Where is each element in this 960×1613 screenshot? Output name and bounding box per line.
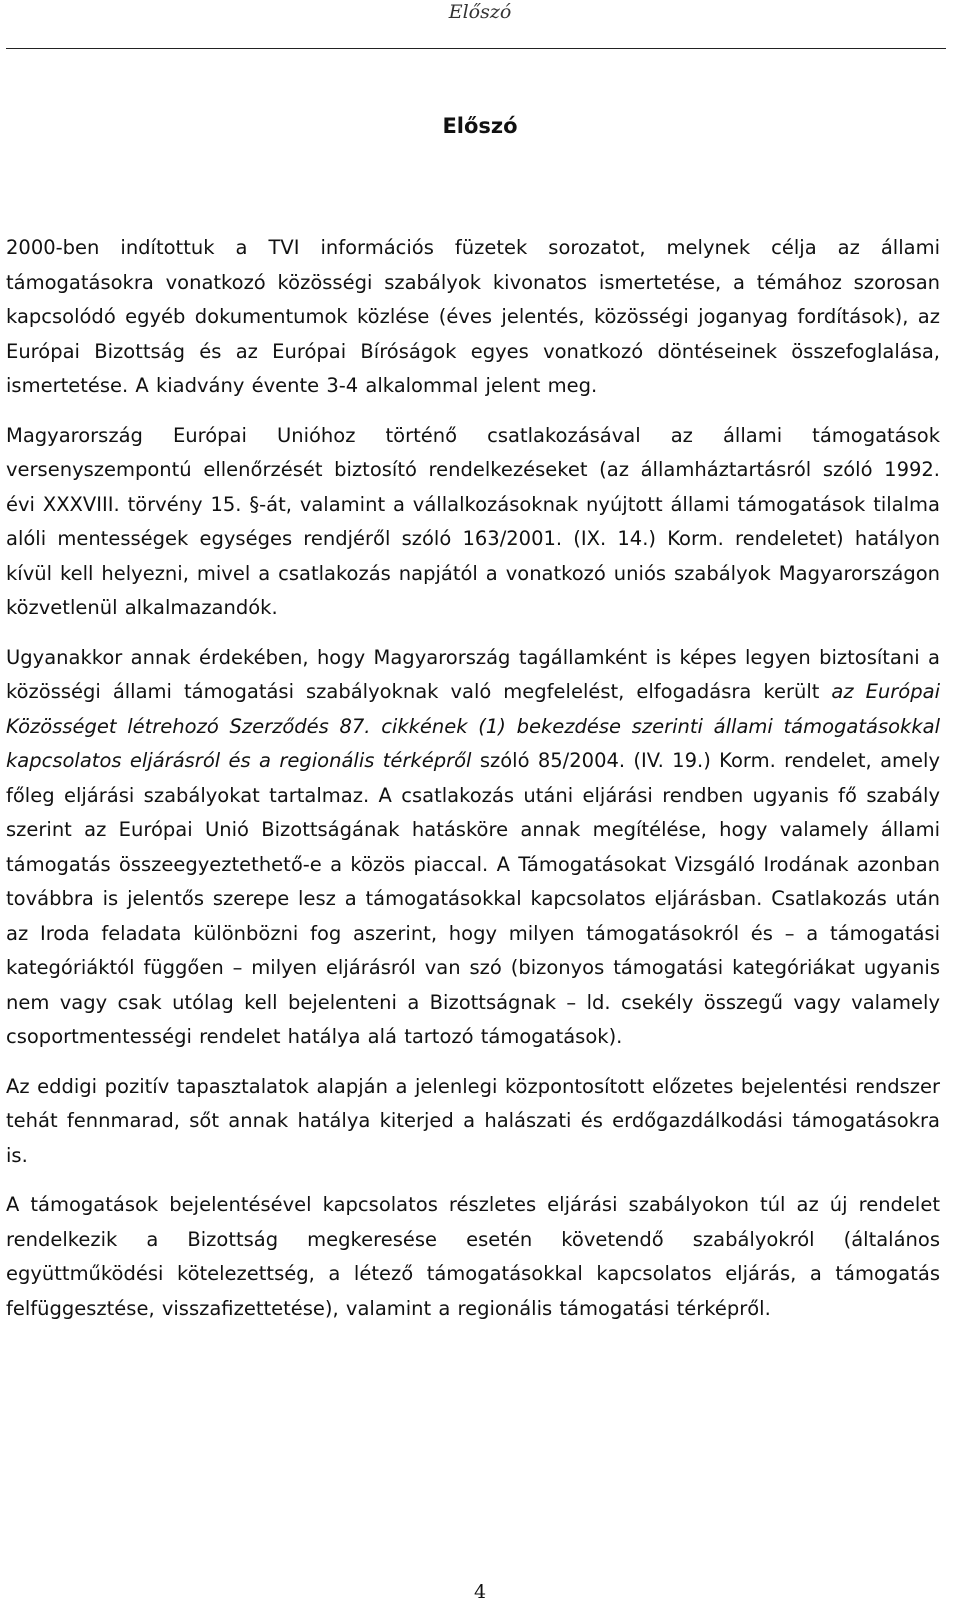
paragraph-intro: 2000-ben indítottuk a TVI információs füzetek sorozatot, melynek célja az állami támogatásokra vonatkozó közösségi szabályok kivonatos ismertetése, a témához szorosan kapcsolódó egyéb dokumentumok közlése (éves jelentés, közösségi joganyag fordítások), az Európai Bizottság és az Európai Bíróságok egyes vonatkozó döntéseinek összefoglalása, ismertetése. A kiadvány évente 3-4 alkalommal jelent meg. <box>6 236 940 397</box>
paragraph-accession: Magyarország Európai Unióhoz történő csatlakozásával az állami támogatások versenyszempontú ellenőrzését biztosító rendelkezéseket (az államháztartásról szóló 1992. évi XXXVIII. törvény 15. §-át, valamint a vállalkozásoknak nyújtott állami támogatások tilalma alóli mentességek egységes rendjéről szóló 163/2001. (IX. 14.) Korm. rendeletet) hatályon kívül kell helyezni, mivel a csatlakozás napjától a vonatkozó uniós szabályok Magyarországon közvetlenül alkalmazandók. <box>6 423 940 619</box>
paragraph-decree-rest: szóló 85/2004. (IV. 19.) Korm. rendelet, amely főleg eljárási szabályokat tartalmaz. A csatlakozás utáni eljárási rendben ugyanis fő szabály szerint az Európai Unió Bizottságának hatásköre annak megítélése, hogy valamely állami támogatás összeegyeztethető-e a közös piaccal. A Támogatásokat Vizsgáló Irodának azonban továbbra is jelentős szerepe lesz a támogatásokkal kapcsolatos eljárásban. Csatlakozás után az Iroda feladata különbözni fog aszerint, hogy milyen támogatásokról és – a támogatási kategóriáktól függően – milyen eljárásról van szó (bizonyos támogatási kategóriákat ugyanis nem vagy csak utólag kell bejelenteni a Bizottságnak – ld. csekély összegű vagy valamely csoportmentességi rendelet hatálya alá tartozó támogatások). <box>6 749 940 1048</box>
header-divider <box>6 48 946 49</box>
running-header: Előszó <box>448 1 512 23</box>
paragraph-new-rules: A támogatások bejelentésével kapcsolatos részletes eljárási szabályokon túl az új rendelet rendelkezik a Bizottság megkeresése esetén követendő szabályokról (általános együttműködési kötelezettség, a létező támogatásokkal kapcsolatos eljárás, a támogatás felfüggesztése, visszafizettetése), valamint a regionális támogatási térképről. <box>6 1193 940 1320</box>
paragraph-decree-lead: Ugyanakkor annak érdekében, hogy Magyarország tagállamként is képes legyen biztosítani a közösségi állami támogatási szabályoknak való megfelelést, elfogadásra került <box>6 645 940 703</box>
body-text <box>6 231 940 1341</box>
paragraph-decree <box>6 641 940 1055</box>
page-title: Előszó <box>442 114 518 138</box>
decree-citation: az Európai Közösséget létrehozó Szerződés 87. cikkének (1) bekezdése szerinti állami támogatásokkal kapcsolatos eljárásról és a regionális térképről <box>6 680 940 772</box>
paragraph-notification-system: Az eddigi pozitív tapasztalatok alapján a jelenlegi központosított előzetes bejelentési rendszer tehát fennmarad, sőt annak hatálya kiterjed a halászati és erdőgazdálkodási támogatásokra is. <box>6 1074 940 1167</box>
page-number: 4 <box>473 1581 487 1603</box>
